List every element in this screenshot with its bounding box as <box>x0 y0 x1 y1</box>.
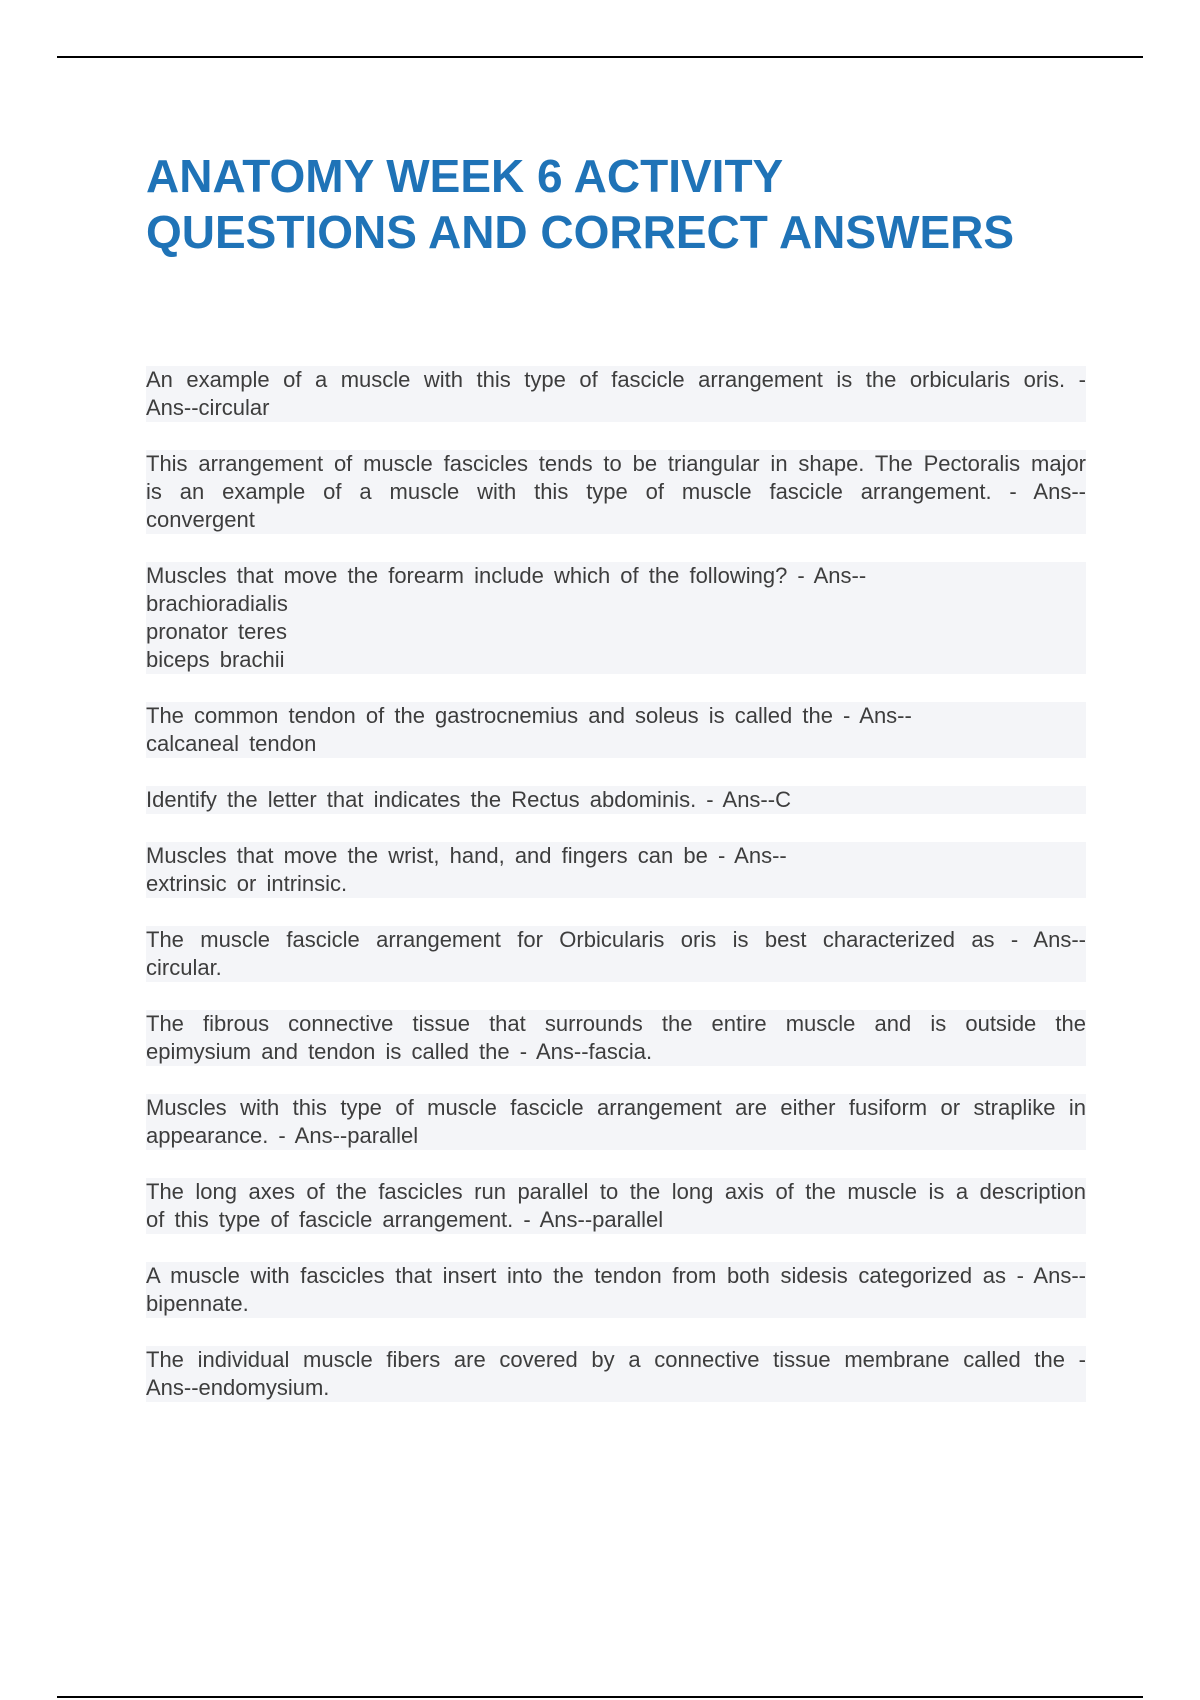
qa-item-9: Muscles with this type of muscle fascicle arrangement are either fusiform or straplike in appearance. - Ans--parallel <box>146 1095 1086 1148</box>
document-title: ANATOMY WEEK 6 ACTIVITY QUESTIONS AND CORRECT ANSWERS <box>146 150 1015 258</box>
bottom-divider <box>57 1696 1143 1698</box>
qa-item-12: The individual muscle fibers are covered by a connective tissue membrane called the - Ans--endomysium. <box>146 1347 1086 1400</box>
qa-item-1: An example of a muscle with this type of fascicle arrangement is the orbicularis oris. - Ans--circular <box>146 367 1086 420</box>
qa-item-11: A muscle with fascicles that insert into the tendon from both sidesis categorized as - Ans--bipennate. <box>146 1263 1086 1316</box>
qa-item-10: The long axes of the fascicles run parallel to the long axis of the muscle is a description of this type of fascicle arrangement. - Ans--parallel <box>146 1179 1086 1232</box>
qa-item-3: Muscles that move the forearm include which of the following? - Ans-- brachioradialis pronator teres biceps brachii <box>146 562 1086 674</box>
qa-list <box>146 366 1086 1430</box>
qa-item-7: The muscle fascicle arrangement for Orbicularis oris is best characterized as - Ans--circular. <box>146 927 1086 980</box>
qa-item-4: The common tendon of the gastrocnemius and soleus is called the - Ans-- calcaneal tendon <box>146 702 1086 758</box>
qa-item-6: Muscles that move the wrist, hand, and fingers can be - Ans-- extrinsic or intrinsic. <box>146 842 1086 898</box>
qa-item-8: The fibrous connective tissue that surrounds the entire muscle and is outside the epimysium and tendon is called the - Ans--fascia. <box>146 1011 1086 1064</box>
qa-item-5: Identify the letter that indicates the Rectus abdominis. - Ans--C <box>146 786 1086 814</box>
top-divider <box>57 56 1143 58</box>
qa-item-2: This arrangement of muscle fascicles tends to be triangular in shape. The Pectoralis major is an example of a muscle with this type of muscle fascicle arrangement. - Ans--convergent <box>146 451 1086 532</box>
